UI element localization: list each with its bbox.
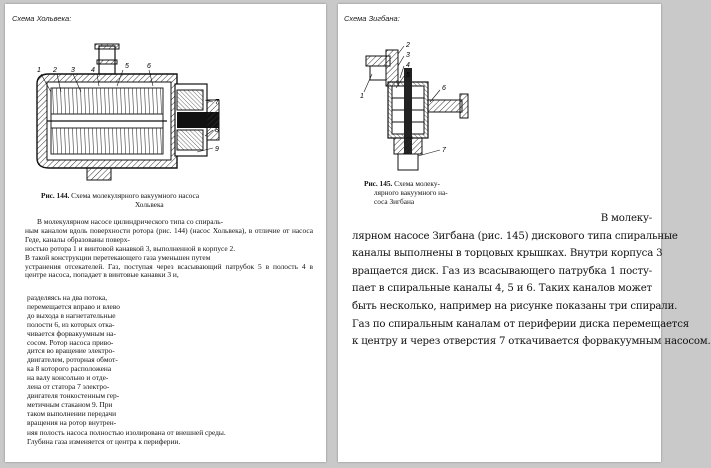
paragraph-line: В такой конструкции перетекающего газа уменьшен путем	[25, 252, 211, 262]
holweck-bottom-line-1: няя полость насоса полностью изолирована от внешней среды.	[27, 428, 226, 437]
fig144-label-4: 4	[91, 67, 95, 74]
caption-line: соса Зигбана	[374, 197, 415, 206]
fig145-label-1: 1	[360, 93, 364, 100]
narrow-line: ка 8 которого расположена	[27, 364, 112, 374]
narrow-line: лена от статора 7 электро-	[27, 382, 110, 392]
fig145-label-4: 4	[406, 62, 410, 69]
holweck-narrow-column	[27, 294, 155, 428]
text-line: к центру и через отверстия 7 откачивается форвакуумным насосом.	[352, 336, 711, 348]
fig144-label-5: 5	[125, 63, 129, 70]
narrow-line: разделяясь на два потока,	[27, 293, 108, 302]
text-line: пает в спиральные каналы 4, 5 и 6. Таких каналов может	[352, 283, 652, 295]
left-page	[5, 4, 326, 462]
narrow-line: двигателя тонкостенным гер-	[27, 390, 120, 400]
narrow-line: таком выполнении передачи	[27, 408, 117, 418]
caption-text: Схема молекулярного вакуумного насоса	[71, 191, 200, 200]
fig144-label-3: 3	[71, 67, 75, 74]
fig144-label-2: 2	[53, 67, 57, 74]
figure-145-caption	[364, 179, 474, 206]
fig144-label-6: 6	[147, 63, 151, 70]
narrow-line: до выхода в нагнетательные	[27, 310, 116, 320]
text-line: быть несколько, например на рисунке показаны три спирали.	[352, 300, 678, 312]
caption-number: Рис. 144.	[41, 191, 70, 200]
right-page	[338, 4, 711, 462]
narrow-line: чивается форвакуумным на-	[27, 328, 116, 338]
narrow-line: метичным стаканом 9. При	[27, 399, 113, 409]
narrow-line: вращения на ротор внутрен-	[27, 417, 117, 427]
paragraph-line: устранения отсекателей. Газ, поступая через всасывающий патрубок 5 в полость 4 в центре насоса, попадает в винтовые канавки 3 и,	[25, 261, 313, 280]
narrow-line: на валу консольно и отде-	[27, 373, 109, 383]
narrow-line: сосом. Ротор насоса приво-	[27, 337, 114, 347]
fig145-label-7: 7	[442, 147, 446, 154]
caption-line: Схема молеку-	[394, 179, 440, 188]
section-title-holweck: Схема Хольвека:	[12, 14, 72, 23]
figure-144-caption	[41, 191, 271, 209]
narrow-line: дится во вращение электро-	[27, 346, 115, 356]
siegbahn-pump-diagram	[360, 38, 480, 178]
narrow-line: двигателем, роторная обмот-	[27, 355, 118, 365]
caption-line: лярного вакуумного на-	[374, 188, 448, 197]
holweck-bottom-line-2: Глубина газа изменяется от центра к периферии.	[27, 437, 181, 446]
fig144-label-7: 7	[215, 99, 219, 106]
section-title-siegbahn: Схема Зигбана:	[344, 14, 400, 23]
fig144-label-8: 8	[215, 127, 219, 134]
caption-number: Рис. 145.	[364, 179, 393, 188]
fig145-label-2: 2	[406, 42, 410, 49]
paragraph-line: В молекулярном насосе цилиндрического типа со спираль-	[37, 217, 224, 226]
holweck-paragraph	[25, 218, 313, 280]
fig145-label-3: 3	[406, 52, 410, 59]
holweck-pump-diagram	[27, 40, 223, 188]
text-line: Газ по спиральным каналам от периферии диска перемещается	[352, 318, 689, 330]
paragraph-line: ностью ротора 1 и винтовой канавкой 3, выполненной в корпусе 2.	[25, 243, 236, 253]
text-line: вращается диск. Газ из всасывающего патрубка 1 посту-	[352, 265, 652, 277]
fig144-label-9: 9	[215, 146, 219, 153]
narrow-line: полости 6, из которых отка-	[27, 319, 115, 329]
narrow-line: перемещается вправо и влево	[27, 301, 120, 311]
text-line: каналы выполнены в торцовых крышках. Внутри корпуса 3	[352, 248, 663, 260]
paragraph-line: ным каналом вдоль поверхности ротора (рис. 144) (насос Хольвека), в отличие от насоса Геде, каналы образованы поверх-	[25, 225, 313, 244]
siegbahn-paragraph	[352, 210, 711, 351]
text-line: лярном насосе Зигбана (рис. 145) дискового типа спиральные	[352, 230, 678, 242]
fig145-label-6: 6	[442, 85, 446, 92]
fig145-label-5: 5	[406, 72, 410, 79]
fig144-label-1: 1	[37, 67, 41, 74]
caption-text-2: Хольвека	[135, 200, 164, 209]
text-line: В молеку-	[600, 213, 652, 224]
